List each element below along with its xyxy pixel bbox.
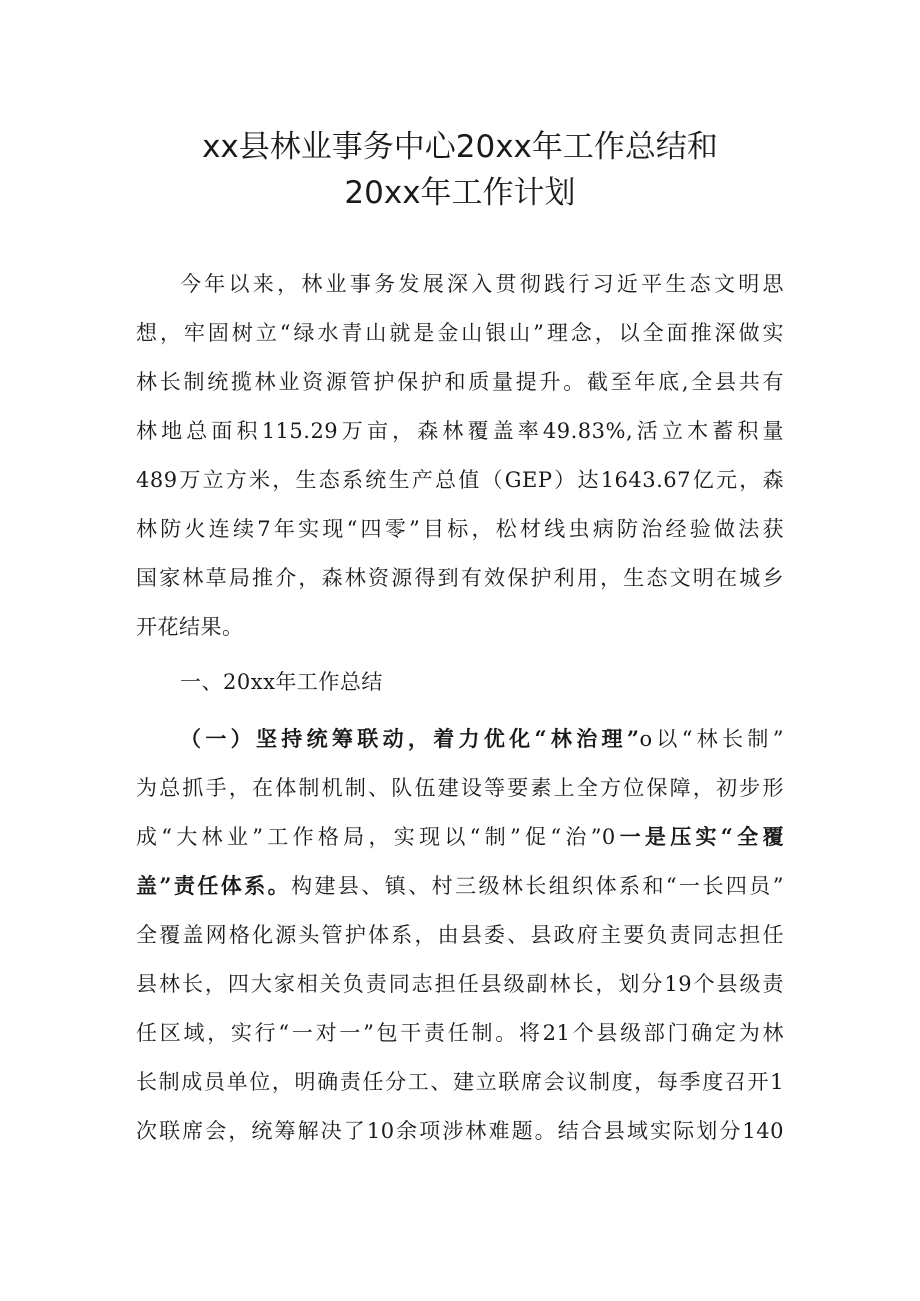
- paragraph-line: 次联席会，统筹解决了10余项涉林难题。结合县域实际划分140: [136, 1119, 784, 1143]
- intro-line: 林长制统揽林业资源管护保护和质量提升。截至年底,全县共有: [136, 370, 784, 394]
- subsection-heading: （一）坚持统筹联动，着力优化“林治理”: [180, 726, 640, 751]
- paragraph-line: 为总抓手，在体制机制、队伍建设等要素上全方位保障，初步形: [136, 776, 784, 800]
- intro-line: 开花结果。: [136, 615, 244, 639]
- text-span: 构建县、镇、村三级林长组织体系和“一长四员”: [291, 874, 784, 898]
- paragraph-line: 长制成员单位，明确责任分工、建立联席会议制度，每季度召开1: [136, 1070, 784, 1094]
- paragraph-line: [136, 862, 784, 910]
- paragraph-line: 任区域，实行“一对一”包干责任制。将21个县级部门确定为林: [136, 1021, 784, 1045]
- bold-span: 盖”责任体系。: [136, 873, 292, 898]
- paragraph-line: 县林长，四大家相关负责同志担任县级副林长，划分19个县级责: [136, 972, 784, 996]
- paragraph-line: [136, 813, 784, 861]
- text-span: 成“大林业”工作格局，实现以“制”促“治”0: [136, 825, 616, 849]
- text-span: o以“林长制”: [639, 727, 784, 751]
- section-heading: 一、20xx年工作总结: [180, 670, 383, 694]
- document-title-line-1: xx县林业事务中心20xx年工作总结和: [202, 129, 718, 165]
- intro-line: 今年以来，林业事务发展深入贯彻践行习近平生态文明思: [180, 272, 784, 296]
- paragraph-line: 全覆盖网格化源头管护体系，由县委、县政府主要负责同志担任: [136, 923, 784, 947]
- intro-line: 489万立方米，生态系统生产总值（GEP）达1643.67亿元，森: [136, 468, 784, 492]
- intro-line: 想，牢固树立“绿水青山就是金山银山”理念，以全面推深做实: [136, 321, 784, 345]
- intro-line: 林地总面积115.29万亩，森林覆盖率49.83%,活立木蓄积量: [136, 419, 784, 443]
- intro-line: 林防火连续7年实现“四零”目标，松材线虫病防治经验做法获: [136, 517, 784, 541]
- paragraph-line: [180, 715, 784, 763]
- intro-line: 国家林草局推介，森林资源得到有效保护利用，生态文明在城乡: [136, 566, 784, 590]
- bold-span: 一是压实“全覆: [615, 824, 784, 849]
- document-title-line-2: 20xx年工作计划: [344, 175, 576, 211]
